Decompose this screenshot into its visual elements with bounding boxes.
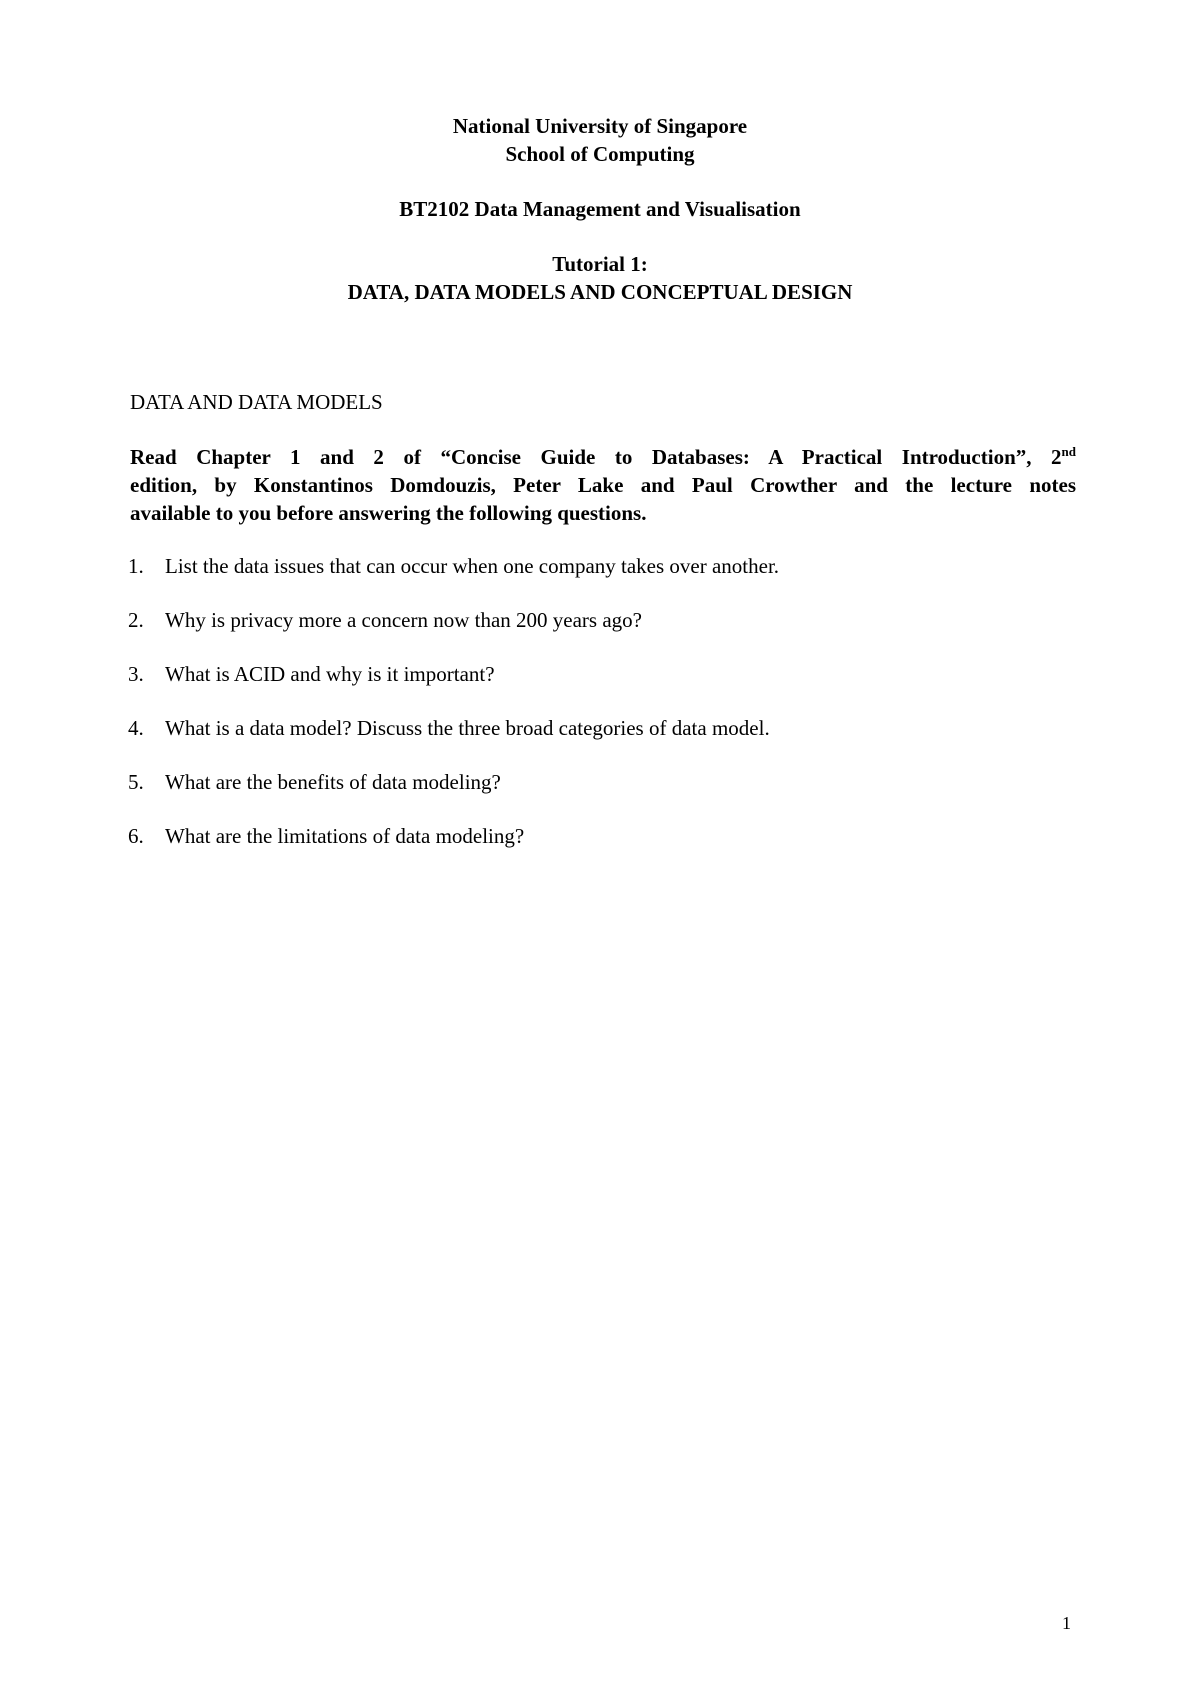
question-text: List the data issues that can occur when one company takes over another. <box>165 554 780 578</box>
question-text: Why is privacy more a concern now than 200 years ago? <box>165 608 642 632</box>
question-number: 4. <box>128 716 144 740</box>
reading-instructions <box>130 443 1076 527</box>
tutorial-number: Tutorial 1: <box>552 252 648 276</box>
question-number: 6. <box>128 824 144 848</box>
page-number: 1 <box>1062 1613 1071 1633</box>
question-number: 1. <box>128 554 144 578</box>
question-text: What are the limitations of data modeling? <box>165 824 525 848</box>
tutorial-title: DATA, DATA MODELS AND CONCEPTUAL DESIGN <box>347 280 853 304</box>
instructions-line-1 <box>130 443 1076 471</box>
question-text: What are the benefits of data modeling? <box>165 770 501 794</box>
instructions-line-1-text: Read Chapter 1 and 2 of “Concise Guide to Databases: A Practical Introduction”, 2 <box>130 445 1062 469</box>
university-name: National University of Singapore <box>452 114 748 138</box>
question-text: What is ACID and why is it important? <box>165 662 495 686</box>
question-number: 2. <box>128 608 144 632</box>
question-text: What is a data model? Discuss the three broad categories of data model. <box>165 716 770 740</box>
school-name: School of Computing <box>505 142 695 166</box>
instructions-line-2: edition, by Konstantinos Domdouzis, Peter Lake and Paul Crowther and the lecture notes <box>130 473 1076 497</box>
course-title: BT2102 Data Management and Visualisation <box>399 197 801 221</box>
section-heading: DATA AND DATA MODELS <box>130 390 383 414</box>
ordinal-superscript: nd <box>1061 444 1076 459</box>
instructions-line-3: available to you before answering the following questions. <box>130 501 647 525</box>
question-number: 3. <box>128 662 144 686</box>
question-number: 5. <box>128 770 144 794</box>
